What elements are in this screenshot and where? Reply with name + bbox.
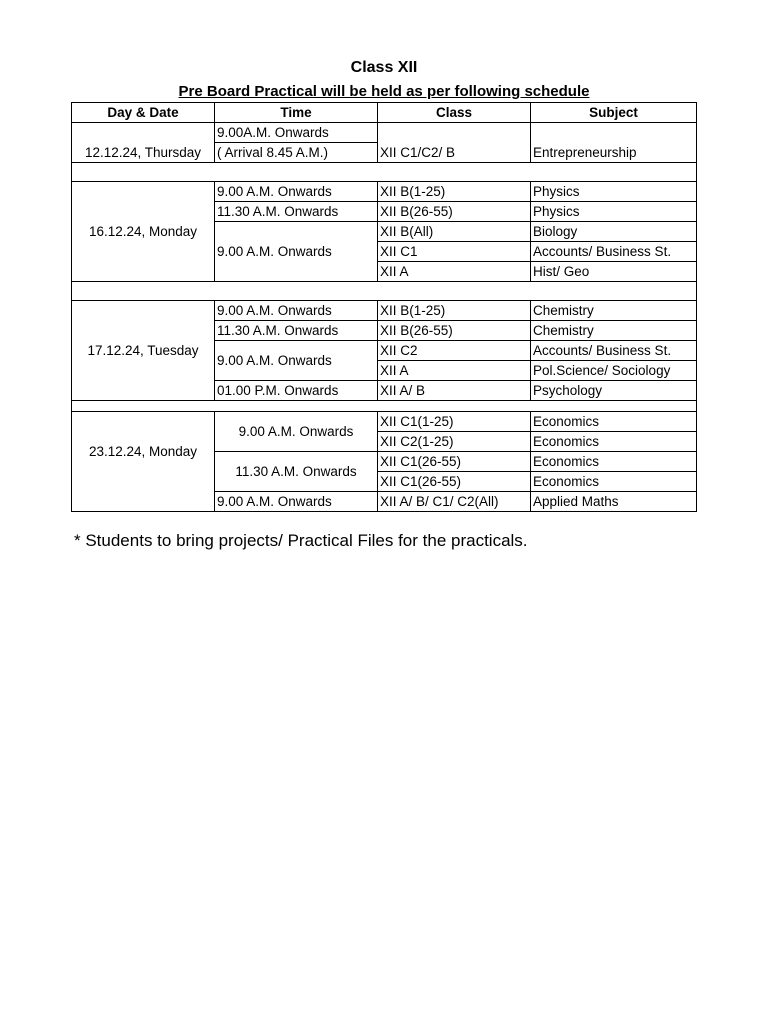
class-cell: XII C2 [378, 341, 531, 361]
subject-cell: Entrepreneurship [531, 123, 697, 163]
time-cell: 9.00 A.M. Onwards [215, 182, 378, 202]
time-cell: 9.00 A.M. Onwards [215, 412, 378, 452]
time-cell: 11.30 A.M. Onwards [215, 321, 378, 341]
table-header-row [72, 103, 697, 123]
table-row [72, 123, 697, 143]
subject-cell: Chemistry [531, 301, 697, 321]
date-cell: 12.12.24, Thursday [72, 123, 215, 163]
class-cell: XII C1 [378, 242, 531, 262]
document-title: Class XII [350, 59, 418, 76]
subject-cell: Economics [531, 432, 697, 452]
class-cell: XII B(1-25) [378, 301, 531, 321]
time-cell: 9.00 A.M. Onwards [215, 341, 378, 381]
subject-cell: Accounts/ Business St. [531, 242, 697, 262]
subject-cell: Chemistry [531, 321, 697, 341]
date-cell: 16.12.24, Monday [72, 182, 215, 282]
spacer-cell [72, 401, 697, 412]
class-cell: XII B(26-55) [378, 202, 531, 222]
class-cell: XII A [378, 262, 531, 282]
subject-cell: Applied Maths [531, 492, 697, 512]
time-cell: 01.00 P.M. Onwards [215, 381, 378, 401]
header-day-date: Day & Date [72, 103, 215, 123]
subject-cell: Economics [531, 472, 697, 492]
class-cell: XII C1(26-55) [378, 452, 531, 472]
class-cell: XII A/ B/ C1/ C2(All) [378, 492, 531, 512]
class-cell: XII C1(1-25) [378, 412, 531, 432]
table-row [72, 182, 697, 202]
time-cell: 9.00 A.M. Onwards [215, 492, 378, 512]
class-cell: XII C1/C2/ B [378, 123, 531, 163]
class-cell: XII A [378, 361, 531, 381]
spacer-row [72, 282, 697, 301]
table-row [72, 412, 697, 432]
time-cell: 11.30 A.M. Onwards [215, 452, 378, 492]
class-cell: XII B(1-25) [378, 182, 531, 202]
subject-cell: Physics [531, 182, 697, 202]
subject-cell: Hist/ Geo [531, 262, 697, 282]
spacer-cell [72, 282, 697, 301]
subject-cell: Economics [531, 452, 697, 472]
spacer-row [72, 401, 697, 412]
date-cell: 23.12.24, Monday [72, 412, 215, 512]
subject-cell: Physics [531, 202, 697, 222]
spacer-cell [72, 163, 697, 182]
table-row [72, 301, 697, 321]
subject-cell: Accounts/ Business St. [531, 341, 697, 361]
subject-cell: Psychology [531, 381, 697, 401]
time-cell: ( Arrival 8.45 A.M.) [215, 143, 378, 163]
header-time: Time [215, 103, 378, 123]
document-subtitle: Pre Board Practical will be held as per following schedule [178, 83, 590, 100]
time-cell: 11.30 A.M. Onwards [215, 202, 378, 222]
class-cell: XII B(26-55) [378, 321, 531, 341]
footnote: * Students to bring projects/ Practical Files for the practicals. [74, 531, 528, 550]
subject-cell: Pol.Science/ Sociology [531, 361, 697, 381]
date-cell: 17.12.24, Tuesday [72, 301, 215, 401]
header-class: Class [378, 103, 531, 123]
class-cell: XII C1(26-55) [378, 472, 531, 492]
time-cell: 9.00 A.M. Onwards [215, 222, 378, 282]
time-cell: 9.00A.M. Onwards [215, 123, 378, 143]
header-subject: Subject [531, 103, 697, 123]
schedule-table [71, 102, 697, 512]
class-cell: XII A/ B [378, 381, 531, 401]
class-cell: XII B(All) [378, 222, 531, 242]
class-cell: XII C2(1-25) [378, 432, 531, 452]
subject-cell: Economics [531, 412, 697, 432]
time-cell: 9.00 A.M. Onwards [215, 301, 378, 321]
spacer-row [72, 163, 697, 182]
subject-cell: Biology [531, 222, 697, 242]
